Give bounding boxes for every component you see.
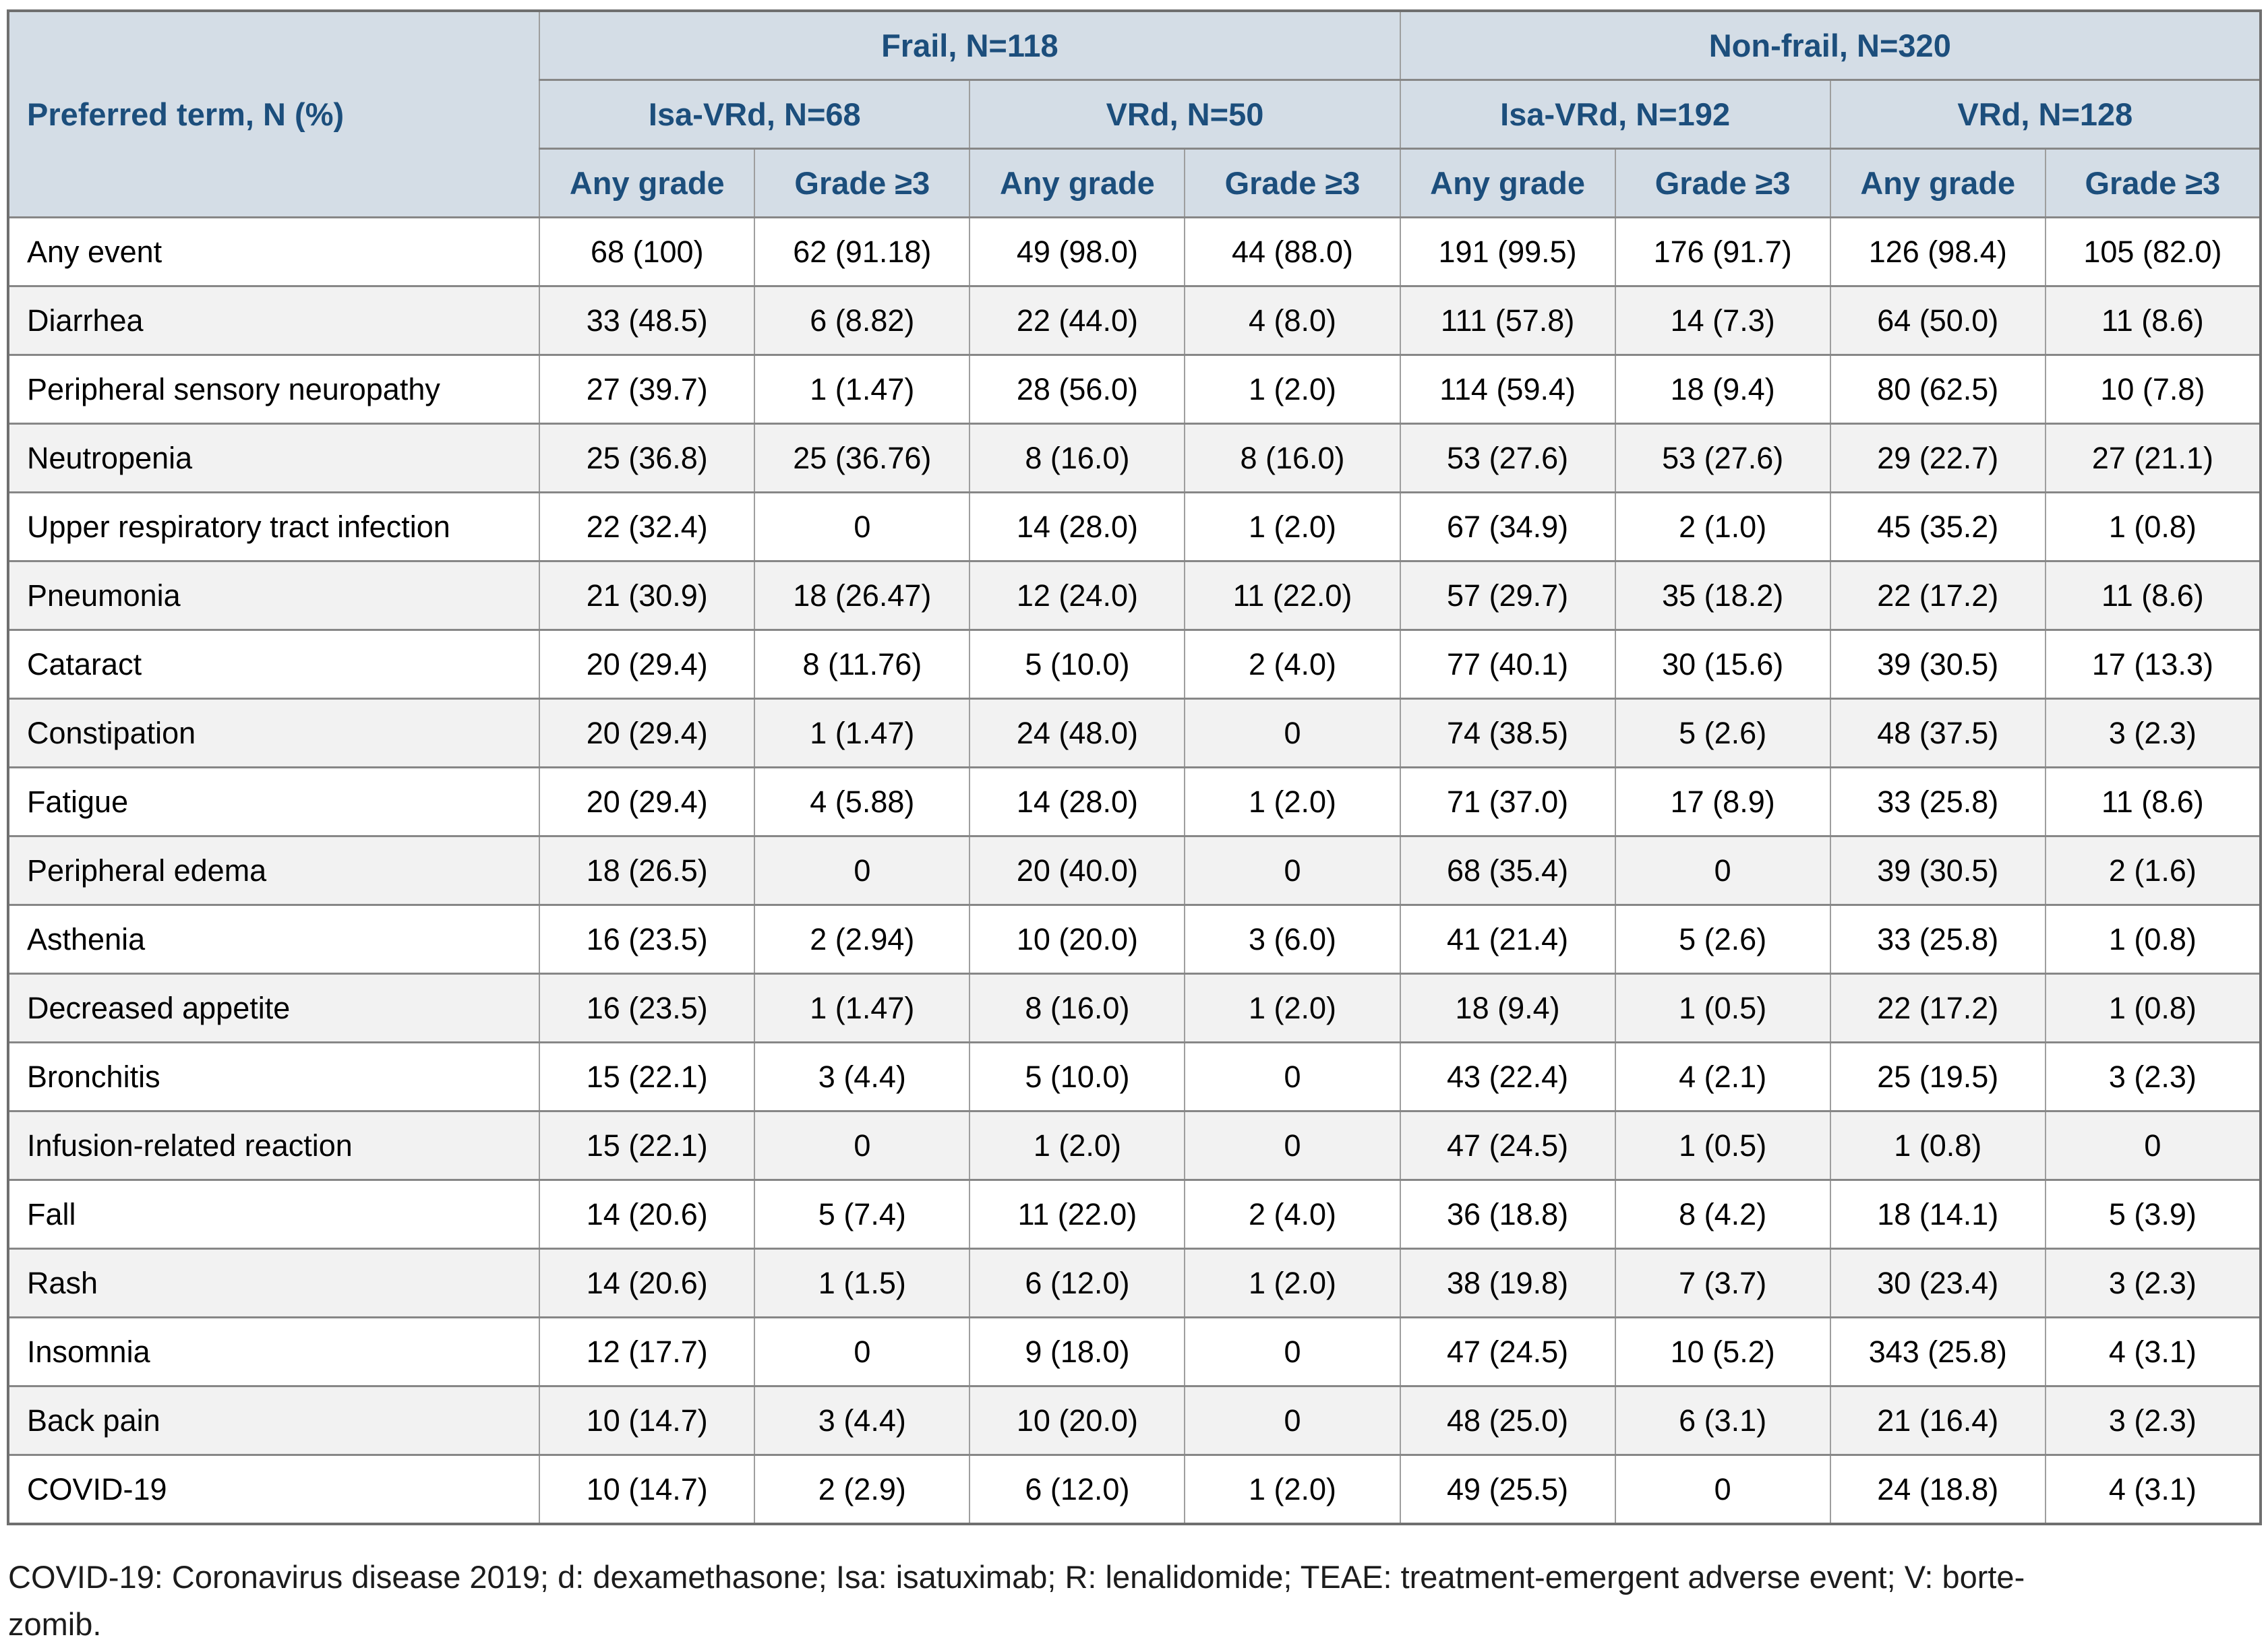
value-cell: 57 (29.7) [1400,561,1615,630]
preferred-term-cell: Rash [8,1249,539,1318]
value-cell: 39 (30.5) [1830,630,2046,699]
value-cell: 39 (30.5) [1830,836,2046,905]
value-cell: 67 (34.9) [1400,493,1615,561]
value-cell: 5 (3.9) [2046,1180,2261,1249]
preferred-term-cell: Fall [8,1180,539,1249]
value-cell: 8 (16.0) [969,974,1185,1043]
value-cell: 62 (91.18) [754,218,969,286]
arm-header-frail-vrd: VRd, N=50 [969,80,1400,149]
value-cell: 4 (5.88) [754,768,969,836]
value-cell: 18 (26.5) [539,836,754,905]
preferred-term-cell: Back pain [8,1386,539,1455]
value-cell: 1 (2.0) [1185,974,1400,1043]
table-row [8,1455,2261,1525]
value-cell: 14 (20.6) [539,1180,754,1249]
value-cell: 3 (4.4) [754,1386,969,1455]
value-cell: 45 (35.2) [1830,493,2046,561]
value-cell: 1 (0.8) [2046,493,2261,561]
value-cell: 2 (1.0) [1615,493,1830,561]
value-cell: 11 (22.0) [1185,561,1400,630]
value-cell: 8 (16.0) [1185,424,1400,493]
value-cell: 0 [2046,1111,2261,1180]
preferred-term-cell: Decreased appetite [8,974,539,1043]
value-cell: 2 (2.9) [754,1455,969,1525]
table-row [8,1180,2261,1249]
footnote-line: COVID-19: Coronavirus disease 2019; d: dexamethasone; Isa: isatuximab; R: lenalidomide; TEAE: treatment-emergent adverse event; V: borte- [8,1559,2025,1595]
grade-header-ge3: Grade ≥3 [754,149,969,218]
value-cell: 41 (21.4) [1400,905,1615,974]
table-row [8,974,2261,1043]
table-row [8,836,2261,905]
value-cell: 25 (36.76) [754,424,969,493]
value-cell: 3 (2.3) [2046,1386,2261,1455]
value-cell: 6 (3.1) [1615,1386,1830,1455]
table-row [8,905,2261,974]
value-cell: 20 (40.0) [969,836,1185,905]
value-cell: 1 (0.8) [2046,974,2261,1043]
value-cell: 7 (3.7) [1615,1249,1830,1318]
value-cell: 0 [1185,1318,1400,1386]
value-cell: 22 (17.2) [1830,561,2046,630]
value-cell: 0 [1615,836,1830,905]
table-row [8,1249,2261,1318]
value-cell: 22 (44.0) [969,286,1185,355]
preferred-term-cell: Peripheral sensory neuropathy [8,355,539,424]
value-cell: 5 (10.0) [969,630,1185,699]
value-cell: 0 [1185,1111,1400,1180]
value-cell: 11 (22.0) [969,1180,1185,1249]
value-cell: 33 (25.8) [1830,905,2046,974]
value-cell: 0 [754,1318,969,1386]
value-cell: 2 (1.6) [2046,836,2261,905]
table-row [8,424,2261,493]
value-cell: 53 (27.6) [1615,424,1830,493]
value-cell: 47 (24.5) [1400,1318,1615,1386]
value-cell: 20 (29.4) [539,768,754,836]
value-cell: 3 (6.0) [1185,905,1400,974]
table-row [8,286,2261,355]
value-cell: 4 (8.0) [1185,286,1400,355]
value-cell: 11 (8.6) [2046,768,2261,836]
value-cell: 176 (91.7) [1615,218,1830,286]
value-cell: 18 (14.1) [1830,1180,2046,1249]
value-cell: 77 (40.1) [1400,630,1615,699]
value-cell: 6 (12.0) [969,1455,1185,1525]
value-cell: 15 (22.1) [539,1111,754,1180]
value-cell: 68 (35.4) [1400,836,1615,905]
value-cell: 114 (59.4) [1400,355,1615,424]
value-cell: 22 (17.2) [1830,974,2046,1043]
table-row [8,1386,2261,1455]
value-cell: 25 (19.5) [1830,1043,2046,1111]
value-cell: 1 (2.0) [1185,355,1400,424]
preferred-term-cell: Cataract [8,630,539,699]
value-cell: 14 (20.6) [539,1249,754,1318]
value-cell: 21 (30.9) [539,561,754,630]
value-cell: 80 (62.5) [1830,355,2046,424]
value-cell: 126 (98.4) [1830,218,2046,286]
value-cell: 74 (38.5) [1400,699,1615,768]
group-header-nonfrail: Non-frail, N=320 [1400,11,2261,80]
value-cell: 20 (29.4) [539,699,754,768]
value-cell: 6 (8.82) [754,286,969,355]
grade-header-any: Any grade [1400,149,1615,218]
preferred-term-cell: Peripheral edema [8,836,539,905]
table-row [8,493,2261,561]
value-cell: 14 (7.3) [1615,286,1830,355]
value-cell: 1 (0.5) [1615,974,1830,1043]
value-cell: 18 (26.47) [754,561,969,630]
preferred-term-cell: Any event [8,218,539,286]
value-cell: 105 (82.0) [2046,218,2261,286]
value-cell: 43 (22.4) [1400,1043,1615,1111]
grade-header-any: Any grade [1830,149,2046,218]
table-header [8,11,2261,218]
value-cell: 29 (22.7) [1830,424,2046,493]
value-cell: 49 (25.5) [1400,1455,1615,1525]
value-cell: 15 (22.1) [539,1043,754,1111]
value-cell: 25 (36.8) [539,424,754,493]
grade-header-ge3: Grade ≥3 [1185,149,1400,218]
value-cell: 27 (39.7) [539,355,754,424]
value-cell: 33 (48.5) [539,286,754,355]
value-cell: 14 (28.0) [969,768,1185,836]
grade-header-ge3: Grade ≥3 [1615,149,1830,218]
preferred-term-cell: Fatigue [8,768,539,836]
value-cell: 10 (5.2) [1615,1318,1830,1386]
value-cell: 0 [1185,1386,1400,1455]
value-cell: 8 (4.2) [1615,1180,1830,1249]
value-cell: 53 (27.6) [1400,424,1615,493]
value-cell: 111 (57.8) [1400,286,1615,355]
value-cell: 191 (99.5) [1400,218,1615,286]
value-cell: 1 (1.5) [754,1249,969,1318]
value-cell: 21 (16.4) [1830,1386,2046,1455]
value-cell: 49 (98.0) [969,218,1185,286]
value-cell: 3 (2.3) [2046,1249,2261,1318]
value-cell: 71 (37.0) [1400,768,1615,836]
arm-header-nonfrail-vrd: VRd, N=128 [1830,80,2261,149]
value-cell: 18 (9.4) [1615,355,1830,424]
value-cell: 16 (23.5) [539,974,754,1043]
value-cell: 3 (2.3) [2046,699,2261,768]
preferred-term-cell: Constipation [8,699,539,768]
value-cell: 6 (12.0) [969,1249,1185,1318]
value-cell: 9 (18.0) [969,1318,1185,1386]
preferred-term-cell: Upper respiratory tract infection [8,493,539,561]
value-cell: 1 (2.0) [1185,1249,1400,1318]
grade-header-ge3: Grade ≥3 [2046,149,2261,218]
value-cell: 16 (23.5) [539,905,754,974]
value-cell: 35 (18.2) [1615,561,1830,630]
value-cell: 1 (1.47) [754,974,969,1043]
value-cell: 18 (9.4) [1400,974,1615,1043]
value-cell: 0 [1185,1043,1400,1111]
table-row [8,218,2261,286]
value-cell: 12 (17.7) [539,1318,754,1386]
table-row [8,699,2261,768]
value-cell: 11 (8.6) [2046,561,2261,630]
value-cell: 68 (100) [539,218,754,286]
value-cell: 0 [754,1111,969,1180]
table-row [8,1318,2261,1386]
value-cell: 3 (2.3) [2046,1043,2261,1111]
value-cell: 8 (16.0) [969,424,1185,493]
value-cell: 48 (37.5) [1830,699,2046,768]
corner-header: Preferred term, N (%) [8,11,539,218]
value-cell: 1 (0.5) [1615,1111,1830,1180]
value-cell: 48 (25.0) [1400,1386,1615,1455]
header-row-groups [8,11,2261,80]
value-cell: 1 (1.47) [754,699,969,768]
value-cell: 2 (2.94) [754,905,969,974]
table-row [8,355,2261,424]
value-cell: 2 (4.0) [1185,630,1400,699]
preferred-term-cell: Diarrhea [8,286,539,355]
value-cell: 47 (24.5) [1400,1111,1615,1180]
value-cell: 4 (2.1) [1615,1043,1830,1111]
value-cell: 5 (10.0) [969,1043,1185,1111]
value-cell: 5 (7.4) [754,1180,969,1249]
value-cell: 20 (29.4) [539,630,754,699]
table-row [8,1043,2261,1111]
table-row [8,561,2261,630]
preferred-term-cell: Pneumonia [8,561,539,630]
value-cell: 4 (3.1) [2046,1318,2261,1386]
value-cell: 1 (2.0) [969,1111,1185,1180]
value-cell: 1 (1.47) [754,355,969,424]
value-cell: 10 (14.7) [539,1455,754,1525]
preferred-term-cell: Insomnia [8,1318,539,1386]
value-cell: 5 (2.6) [1615,699,1830,768]
value-cell: 1 (2.0) [1185,1455,1400,1525]
group-header-frail: Frail, N=118 [539,11,1400,80]
value-cell: 44 (88.0) [1185,218,1400,286]
value-cell: 38 (19.8) [1400,1249,1615,1318]
table-row [8,1111,2261,1180]
value-cell: 10 (14.7) [539,1386,754,1455]
value-cell: 22 (32.4) [539,493,754,561]
grade-header-any: Any grade [969,149,1185,218]
grade-header-any: Any grade [539,149,754,218]
adverse-events-table [7,9,2262,1525]
value-cell: 30 (23.4) [1830,1249,2046,1318]
table-row [8,630,2261,699]
value-cell: 10 (20.0) [969,905,1185,974]
value-cell: 4 (3.1) [2046,1455,2261,1525]
arm-header-nonfrail-isavrd: Isa-VRd, N=192 [1400,80,1830,149]
value-cell: 11 (8.6) [2046,286,2261,355]
value-cell: 17 (8.9) [1615,768,1830,836]
value-cell: 27 (21.1) [2046,424,2261,493]
preferred-term-cell: Asthenia [8,905,539,974]
value-cell: 2 (4.0) [1185,1180,1400,1249]
value-cell: 343 (25.8) [1830,1318,2046,1386]
value-cell: 36 (18.8) [1400,1180,1615,1249]
arm-header-frail-isavrd: Isa-VRd, N=68 [539,80,969,149]
value-cell: 0 [754,493,969,561]
preferred-term-cell: Infusion-related reaction [8,1111,539,1180]
value-cell: 1 (0.8) [1830,1111,2046,1180]
value-cell: 5 (2.6) [1615,905,1830,974]
value-cell: 28 (56.0) [969,355,1185,424]
value-cell: 24 (18.8) [1830,1455,2046,1525]
value-cell: 0 [754,836,969,905]
value-cell: 14 (28.0) [969,493,1185,561]
value-cell: 1 (2.0) [1185,768,1400,836]
table-row [8,768,2261,836]
table-body [8,218,2261,1525]
value-cell: 8 (11.76) [754,630,969,699]
value-cell: 3 (4.4) [754,1043,969,1111]
value-cell: 1 (0.8) [2046,905,2261,974]
value-cell: 24 (48.0) [969,699,1185,768]
footnote [8,1554,2262,1648]
value-cell: 0 [1615,1455,1830,1525]
value-cell: 0 [1185,836,1400,905]
value-cell: 12 (24.0) [969,561,1185,630]
value-cell: 17 (13.3) [2046,630,2261,699]
value-cell: 10 (7.8) [2046,355,2261,424]
footnote-line: zomib. [8,1606,102,1642]
value-cell: 0 [1185,699,1400,768]
value-cell: 30 (15.6) [1615,630,1830,699]
value-cell: 64 (50.0) [1830,286,2046,355]
value-cell: 10 (20.0) [969,1386,1185,1455]
preferred-term-cell: COVID-19 [8,1455,539,1525]
preferred-term-cell: Neutropenia [8,424,539,493]
preferred-term-cell: Bronchitis [8,1043,539,1111]
value-cell: 33 (25.8) [1830,768,2046,836]
value-cell: 1 (2.0) [1185,493,1400,561]
